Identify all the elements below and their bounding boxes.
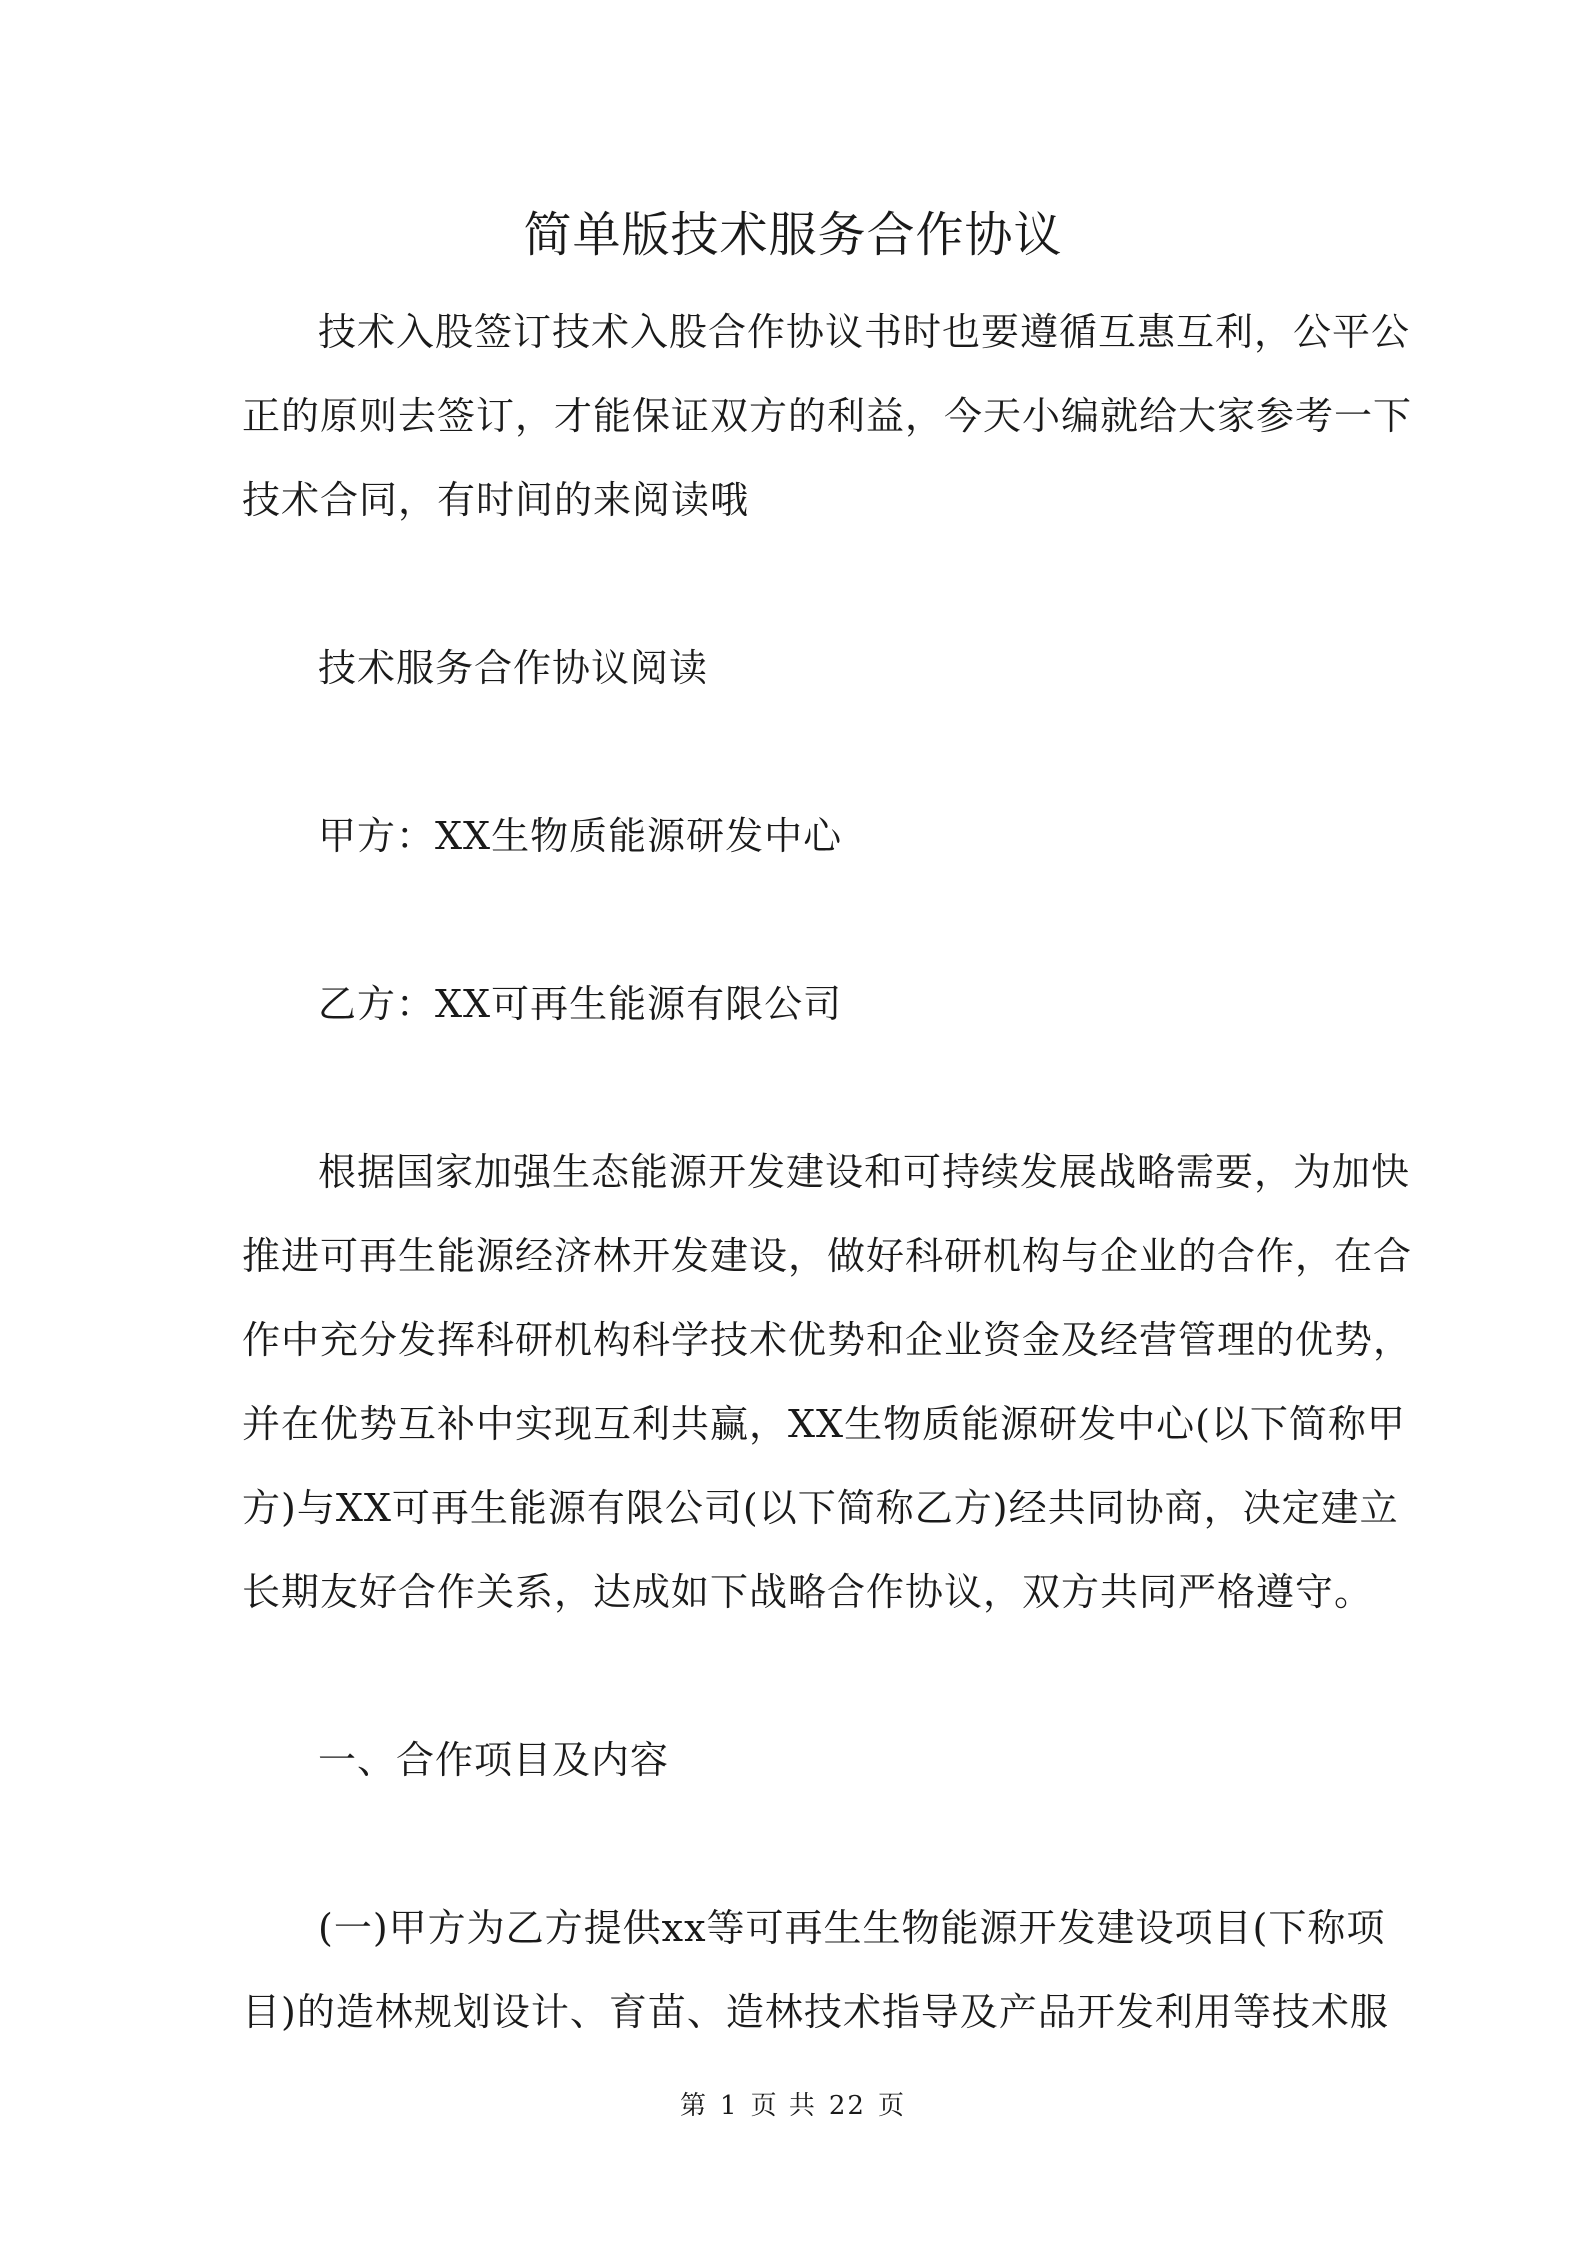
party-b: 乙方：XX可再生能源有限公司: [318, 982, 843, 1026]
spacer: [242, 1634, 1352, 1718]
page-current: 1: [720, 2091, 739, 2121]
page-label-mid: 页 共: [750, 2091, 817, 2121]
preamble-line: 推进可再生能源经济林开发建设，做好科研机构与企业的合作，在合: [242, 1234, 1413, 1278]
preamble-line: 长期友好合作关系，达成如下战略合作协议，双方共同严格遵守。: [242, 1570, 1374, 1614]
spacer: [242, 542, 1352, 626]
spacer: [242, 878, 1352, 962]
preamble-line: 作中充分发挥科研机构科学技术优势和企业资金及经营管理的优势，: [242, 1318, 1413, 1362]
intro-paragraph: [242, 290, 1413, 542]
spacer: [242, 1046, 1352, 1130]
intro-line: 技术入股签订技术入股合作协议书时也要遵循互惠互利，公平公: [318, 310, 1411, 354]
intro-line: 技术合同，有时间的来阅读哦: [242, 478, 750, 522]
document-title: 简单版技术服务合作协议: [523, 207, 1063, 263]
spacer: [242, 710, 1352, 794]
document-body: [242, 290, 1413, 2054]
intro-line: 正的原则去签订，才能保证双方的利益，今天小编就给大家参考一下: [242, 394, 1413, 438]
preamble-line: 并在优势互补中实现互利共赢，XX生物质能源研发中心(以下简称甲: [242, 1402, 1406, 1446]
subheading: 技术服务合作协议阅读: [318, 646, 709, 690]
spacer: [242, 1802, 1352, 1886]
section-item-line: 目)的造林规划设计、育苗、造林技术指导及产品开发利用等技术服: [242, 1990, 1389, 2034]
page-label-suffix: 页: [877, 2091, 906, 2121]
preamble-paragraph: [242, 1130, 1413, 1634]
party-a: 甲方：XX生物质能源研发中心: [318, 814, 843, 858]
page-footer: [0, 2088, 1586, 2124]
preamble-line: 根据国家加强生态能源开发建设和可持续发展战略需要，为加快: [318, 1150, 1411, 1194]
page-label-prefix: 第: [680, 2091, 709, 2121]
section-item-paragraph: [242, 1886, 1389, 2054]
section-heading: 一、合作项目及内容: [318, 1738, 670, 1782]
section-item-line: (一)甲方为乙方提供xx等可再生生物能源开发建设项目(下称项: [318, 1906, 1386, 1950]
preamble-line: 方)与XX可再生能源有限公司(以下简称乙方)经共同协商，决定建立: [242, 1486, 1399, 1530]
page-total: 22: [828, 2091, 866, 2121]
